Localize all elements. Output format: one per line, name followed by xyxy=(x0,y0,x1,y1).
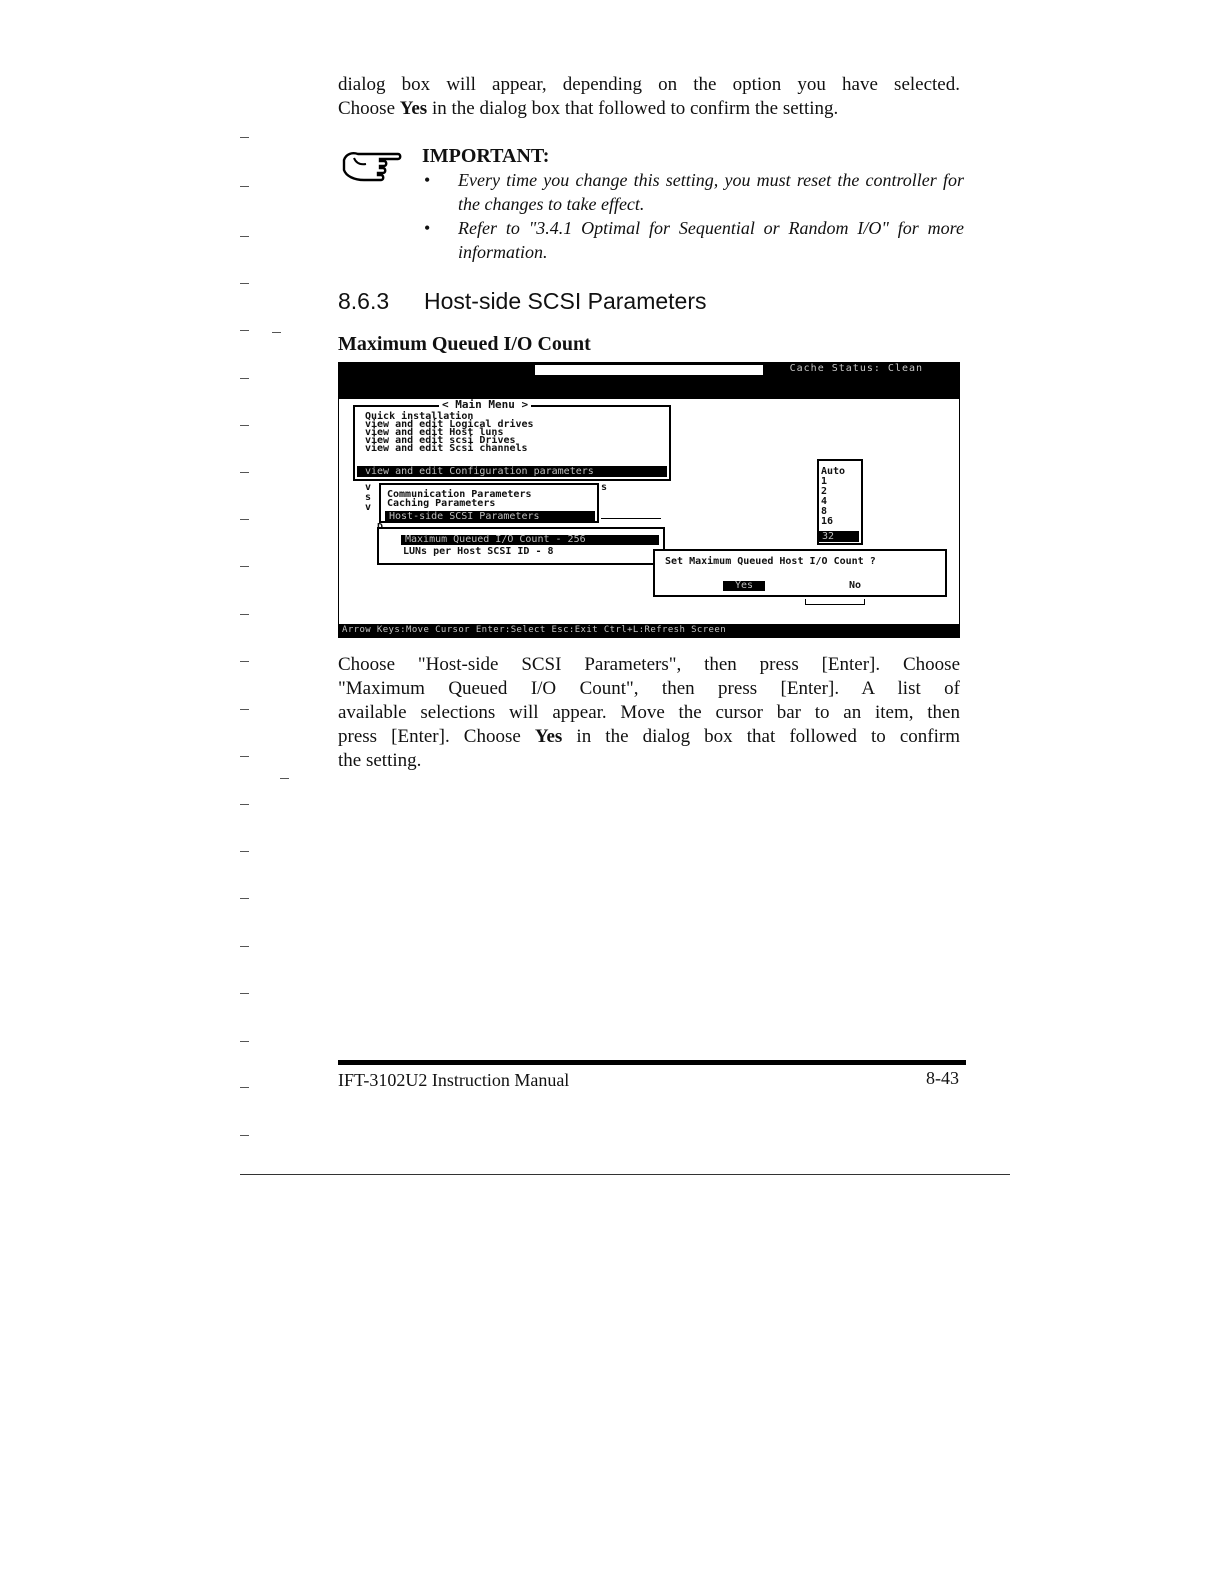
section-title: Host-side SCSI Parameters xyxy=(424,288,707,314)
margin-mark xyxy=(240,898,249,899)
value-option[interactable]: 16 xyxy=(821,516,834,527)
margin-mark xyxy=(280,778,289,779)
instructions-line: the setting. xyxy=(338,750,422,771)
margin-mark xyxy=(240,661,249,662)
important-list xyxy=(424,168,964,264)
intro-line-2: Choose Yes in the dialog box that followed to confirm the setting. xyxy=(338,98,839,119)
value-option[interactable]: 1 xyxy=(821,476,828,487)
margin-mark xyxy=(240,472,249,473)
menu-item[interactable]: view and edit Host luns xyxy=(365,427,504,438)
cache-status: Cache Status: Clean xyxy=(789,363,923,374)
side-letters: v s v xyxy=(365,482,372,513)
margin-mark xyxy=(240,519,249,520)
config-submenu-list xyxy=(387,490,532,508)
margin-mark xyxy=(240,614,249,615)
important-item: • Refer to "3.4.1 Optimal for Sequential or Random I/O" for more information. xyxy=(424,216,964,264)
terminal-title-bar xyxy=(339,363,959,399)
submenu-item[interactable]: Caching Parameters xyxy=(387,498,496,509)
footer-rule xyxy=(338,1060,966,1065)
footer-page-number: 8-43 xyxy=(926,1068,959,1088)
menu-item-selected[interactable]: view and edit Configuration parameters xyxy=(357,466,667,477)
main-menu-list xyxy=(365,413,534,453)
important-item: • Every time you change this setting, you must reset the controller for the changes to take effect. xyxy=(424,168,964,216)
instructions-line: "Maximum Queued I/O Count", then press [Enter]. A list of xyxy=(338,678,960,699)
value-option[interactable]: Auto xyxy=(821,466,846,477)
margin-mark xyxy=(240,566,249,567)
key-help-bar: Arrow Keys:Move Cursor Enter:Select Esc:Exit Ctrl+L:Refresh Screen xyxy=(339,624,959,637)
submenu-item-selected[interactable]: Host-side SCSI Parameters xyxy=(385,511,595,522)
side-letter-s: s xyxy=(601,482,608,493)
margin-mark xyxy=(240,756,249,757)
value-option[interactable]: 4 xyxy=(821,496,828,507)
connector-line xyxy=(601,518,661,519)
menu-item[interactable]: view and edit Scsi channels xyxy=(365,443,528,454)
menu-item[interactable]: view and edit Logical drives xyxy=(365,419,534,430)
pointing-hand-icon xyxy=(340,146,402,188)
intro-line-1: dialog box will appear, depending on the option you have selected. xyxy=(338,74,960,95)
footer-manual-title: IFT-3102U2 Instruction Manual xyxy=(338,1070,570,1090)
title-bar-highlight xyxy=(535,365,763,375)
margin-mark xyxy=(240,709,249,710)
section-number: 8.6.3 xyxy=(338,288,390,314)
menu-item[interactable]: Quick installation xyxy=(365,411,474,422)
margin-mark xyxy=(240,1087,249,1088)
scan-bottom-rule xyxy=(240,1174,1010,1175)
intro-paragraph xyxy=(338,73,960,121)
dialog-no-button[interactable]: No xyxy=(849,580,862,591)
margin-mark xyxy=(240,1135,249,1136)
margin-mark xyxy=(272,332,281,333)
margin-mark xyxy=(240,425,249,426)
margin-mark xyxy=(240,236,249,237)
submenu-item[interactable]: Communication Parameters xyxy=(387,489,532,500)
host-item[interactable]: LUNs per Host SCSI ID - 8 xyxy=(403,546,554,557)
main-menu-title: < Main Menu > xyxy=(439,399,531,410)
margin-mark xyxy=(240,186,249,187)
margin-mark xyxy=(240,946,249,947)
margin-mark xyxy=(240,137,249,138)
margin-mark xyxy=(240,993,249,994)
menu-item[interactable]: view and edit scsi Drives xyxy=(365,435,516,446)
margin-mark xyxy=(240,804,249,805)
margin-mark xyxy=(240,330,249,331)
instructions-paragraph xyxy=(338,653,960,773)
value-option[interactable]: 2 xyxy=(821,486,828,497)
value-option-selected[interactable]: 32 xyxy=(819,531,859,542)
host-item-selected[interactable]: Maximum Queued I/O Count - 256 xyxy=(401,535,659,545)
dialog-yes-button[interactable]: Yes xyxy=(723,581,765,591)
margin-mark xyxy=(240,851,249,852)
terminal-screenshot xyxy=(338,362,960,638)
margin-mark xyxy=(240,283,249,284)
margin-mark xyxy=(240,1041,249,1042)
values-list xyxy=(821,467,845,527)
instructions-line: Choose "Host-side SCSI Parameters", then press [Enter]. Choose xyxy=(338,654,960,675)
margin-mark xyxy=(240,378,249,379)
dialog-question: Set Maximum Queued Host I/O Count ? xyxy=(665,556,876,567)
important-title: IMPORTANT: xyxy=(422,145,550,167)
figure-caption: Maximum Queued I/O Count xyxy=(338,333,591,355)
instructions-line: available selections will appear. Move the cursor bar to an item, then xyxy=(338,702,960,723)
value-option[interactable]: 8 xyxy=(821,506,828,517)
values-list-bottom-edge xyxy=(805,599,865,605)
instructions-line: press [Enter]. Choose Yes in the dialog box that followed to confirm xyxy=(338,726,960,747)
